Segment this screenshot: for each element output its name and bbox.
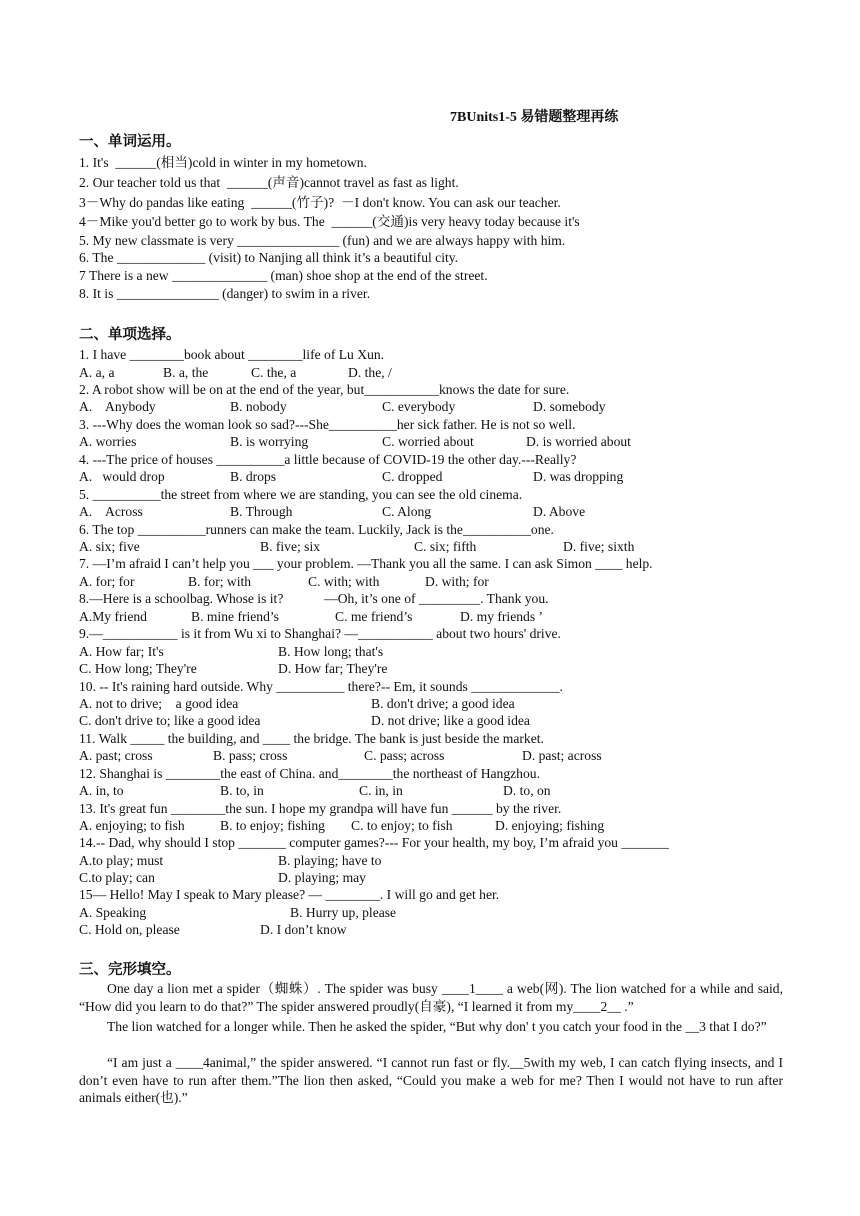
option-a: A. six; five [79, 539, 140, 554]
option-b: B. playing; have to [278, 853, 382, 868]
option-a: A. past; cross [79, 748, 153, 763]
option-a: A. would drop [79, 469, 165, 484]
mc-question-2: 2. A robot show will be on at the end of the year, but___________knows the date for sure. [79, 382, 570, 397]
option-d: D. How far; They're [278, 661, 388, 676]
option-d: D. is worried about [526, 434, 631, 449]
mc-options-14b [79, 869, 779, 886]
mc-question-5: 5. __________the street from where we are standing, you can see the old cinema. [79, 487, 523, 502]
mc-question-11: 11. Walk _____ the building, and ____ the bridge. The bank is just beside the market. [79, 731, 544, 746]
option-b: B. is worrying [230, 434, 309, 449]
mc-options-9b [79, 660, 779, 677]
option-a: A. Anybody [79, 399, 156, 414]
mc-options-5 [79, 503, 779, 520]
option-d: D. playing; may [278, 870, 366, 885]
option-d: D. past; across [522, 748, 602, 763]
mc-options-8 [79, 608, 779, 625]
option-d: D. somebody [533, 399, 606, 414]
word-question-3: 3－Why do pandas like eating ______(竹子)? －I don't know. You can ask our teacher. [79, 195, 561, 210]
mc-options-13 [79, 817, 779, 834]
option-c: C. the, a [251, 365, 297, 380]
mc-options-4 [79, 468, 779, 485]
option-b: B. to enjoy; fishing [220, 818, 325, 833]
option-c: C. worried about [382, 434, 474, 449]
mc-options-12 [79, 782, 779, 799]
option-c: C. in, in [359, 783, 403, 798]
option-a: A. not to drive; a good idea [79, 696, 239, 711]
option-c: C. pass; across [364, 748, 445, 763]
mc-options-10a [79, 695, 779, 712]
word-question-6: 6. The _____________ (visit) to Nanjing all think it’s a beautiful city. [79, 250, 459, 265]
mc-options-2 [79, 398, 779, 415]
mc-options-7 [79, 573, 779, 590]
mc-options-15b [79, 921, 779, 938]
option-d: D. to, on [503, 783, 551, 798]
option-a: A. Speaking [79, 905, 147, 920]
mc-options-11 [79, 747, 779, 764]
option-d: D. the, / [348, 365, 392, 380]
option-c: C. How long; They're [79, 661, 197, 676]
word-question-4: 4－Mike you'd better go to work by bus. The ______(交通)is very heavy today because it's [79, 214, 580, 229]
mc-question-6: 6. The top __________runners can make the team. Luckily, Jack is the__________one. [79, 522, 554, 537]
option-d: D. was dropping [533, 469, 624, 484]
option-b: B. to, in [220, 783, 264, 798]
option-d: D. my friends ’ [460, 609, 544, 624]
option-a: A. worries [79, 434, 137, 449]
option-b: B. Hurry up, please [290, 905, 397, 920]
option-a: A.My friend [79, 609, 147, 624]
option-d: D. I don’t know [260, 922, 347, 937]
mc-options-6 [79, 538, 779, 555]
section-3-heading: 三、完形填空。 [79, 962, 181, 978]
mc-question-7: 7. —I’m afraid I can’t help you ___ your problem. —Thank you all the same. I can ask Simon ____ help. [79, 556, 653, 571]
option-c: C. Hold on, please [79, 922, 180, 937]
mc-question-12: 12. Shanghai is ________the east of China. and________the northeast of Hangzhou. [79, 766, 540, 781]
option-a: A.to play; must [79, 853, 164, 868]
option-c: C. me friend’s [335, 609, 413, 624]
option-b: B. How long; that's [278, 644, 384, 659]
mc-question-15: 15— Hello! May I speak to Mary please? — ________. I will go and get her. [79, 887, 500, 902]
word-question-2: 2. Our teacher told us that ______(声音)cannot travel as fast as light. [79, 175, 459, 190]
mc-options-10b [79, 712, 779, 729]
option-b: B. drops [230, 469, 277, 484]
option-b: B. for; with [188, 574, 252, 589]
cloze-paragraph-1: One day a lion met a spider（蜘蛛）. The spider was busy ____1____ a web(网). The lion watched for a while and said, “How did you learn to do that?” The spider answered proudly(自豪), “I learned it from my____2__ .” [79, 981, 783, 1014]
option-d: D. Above [533, 504, 586, 519]
mc-question-8: 8.—Here is a schoolbag. Whose is it? —Oh, it’s one of _________. Thank you. [79, 591, 549, 606]
option-c: C. with; with [308, 574, 380, 589]
option-b: B. mine friend’s [191, 609, 279, 624]
mc-options-14a [79, 852, 779, 869]
cloze-paragraph-2: The lion watched for a longer while. Then he asked the spider, “But why don' t you catch your food in the __3 that I do?” [107, 1019, 767, 1034]
mc-question-14: 14.-- Dad, why should I stop _______ computer games?--- For your health, my boy, I’m afraid you _______ [79, 835, 669, 850]
option-d: D. enjoying; fishing [495, 818, 605, 833]
mc-options-9a [79, 643, 779, 660]
mc-question-9: 9.—___________ is it from Wu xi to Shanghai? —___________ about two hours' drive. [79, 626, 561, 641]
option-a: A. a, a [79, 365, 115, 380]
word-question-1: 1. It's ______(相当)cold in winter in my hometown. [79, 155, 367, 170]
option-c: C. don't drive to; like a good idea [79, 713, 261, 728]
option-b: B. don't drive; a good idea [371, 696, 515, 711]
option-b: B. Through [230, 504, 293, 519]
option-d: D. with; for [425, 574, 489, 589]
option-a: A. for; for [79, 574, 135, 589]
mc-question-10: 10. -- It's raining hard outside. Why __________ there?-- Em, it sounds _____________. [79, 679, 563, 694]
option-b: B. five; six [260, 539, 321, 554]
cloze-paragraph-3: “I am just a ____4animal,” the spider answered. “I cannot run fast or fly.__5with my web, I can catch flying insects, and I don’t even have to run after them.”The lion then asked, “Could you make a web for me? Then I would not have to run after animals either(也).” [79, 1055, 783, 1105]
mc-question-1: 1. I have ________book about ________life of Lu Xun. [79, 347, 385, 362]
option-d: D. five; sixth [563, 539, 635, 554]
option-b: B. a, the [163, 365, 209, 380]
option-c: C. Along [382, 504, 432, 519]
word-question-7: 7 There is a new ______________ (man) shoe shop at the end of the street. [79, 268, 488, 283]
option-d: D. not drive; like a good idea [371, 713, 530, 728]
word-question-5: 5. My new classmate is very _______________ (fun) and we are always happy with him. [79, 233, 566, 248]
option-c: C.to play; can [79, 870, 155, 885]
option-a: A. in, to [79, 783, 124, 798]
mc-question-13: 13. It's great fun ________the sun. I hope my grandpa will have fun ______ by the river. [79, 801, 562, 816]
option-a: A. How far; It's [79, 644, 164, 659]
section-1-heading: 一、单词运用。 [79, 134, 181, 150]
mc-options-1 [79, 364, 779, 381]
option-b: B. pass; cross [213, 748, 288, 763]
word-question-8: 8. It is _______________ (danger) to swim in a river. [79, 286, 371, 301]
mc-question-4: 4. ---The price of houses __________a little because of COVID-19 the other day.---Really? [79, 452, 577, 467]
document-title: 7BUnits1-5 易错题整理再练 [450, 110, 619, 125]
option-c: C. everybody [382, 399, 456, 414]
option-b: B. nobody [230, 399, 287, 414]
mc-options-3 [79, 433, 779, 450]
option-c: C. dropped [382, 469, 443, 484]
option-a: A. Across [79, 504, 143, 519]
mc-question-3: 3. ---Why does the woman look so sad?---She__________her sick father. He is not so well. [79, 417, 576, 432]
option-c: C. to enjoy; to fish [351, 818, 453, 833]
mc-options-15a [79, 904, 779, 921]
option-c: C. six; fifth [414, 539, 477, 554]
option-a: A. enjoying; to fish [79, 818, 185, 833]
section-2-heading: 二、单项选择。 [79, 327, 181, 343]
